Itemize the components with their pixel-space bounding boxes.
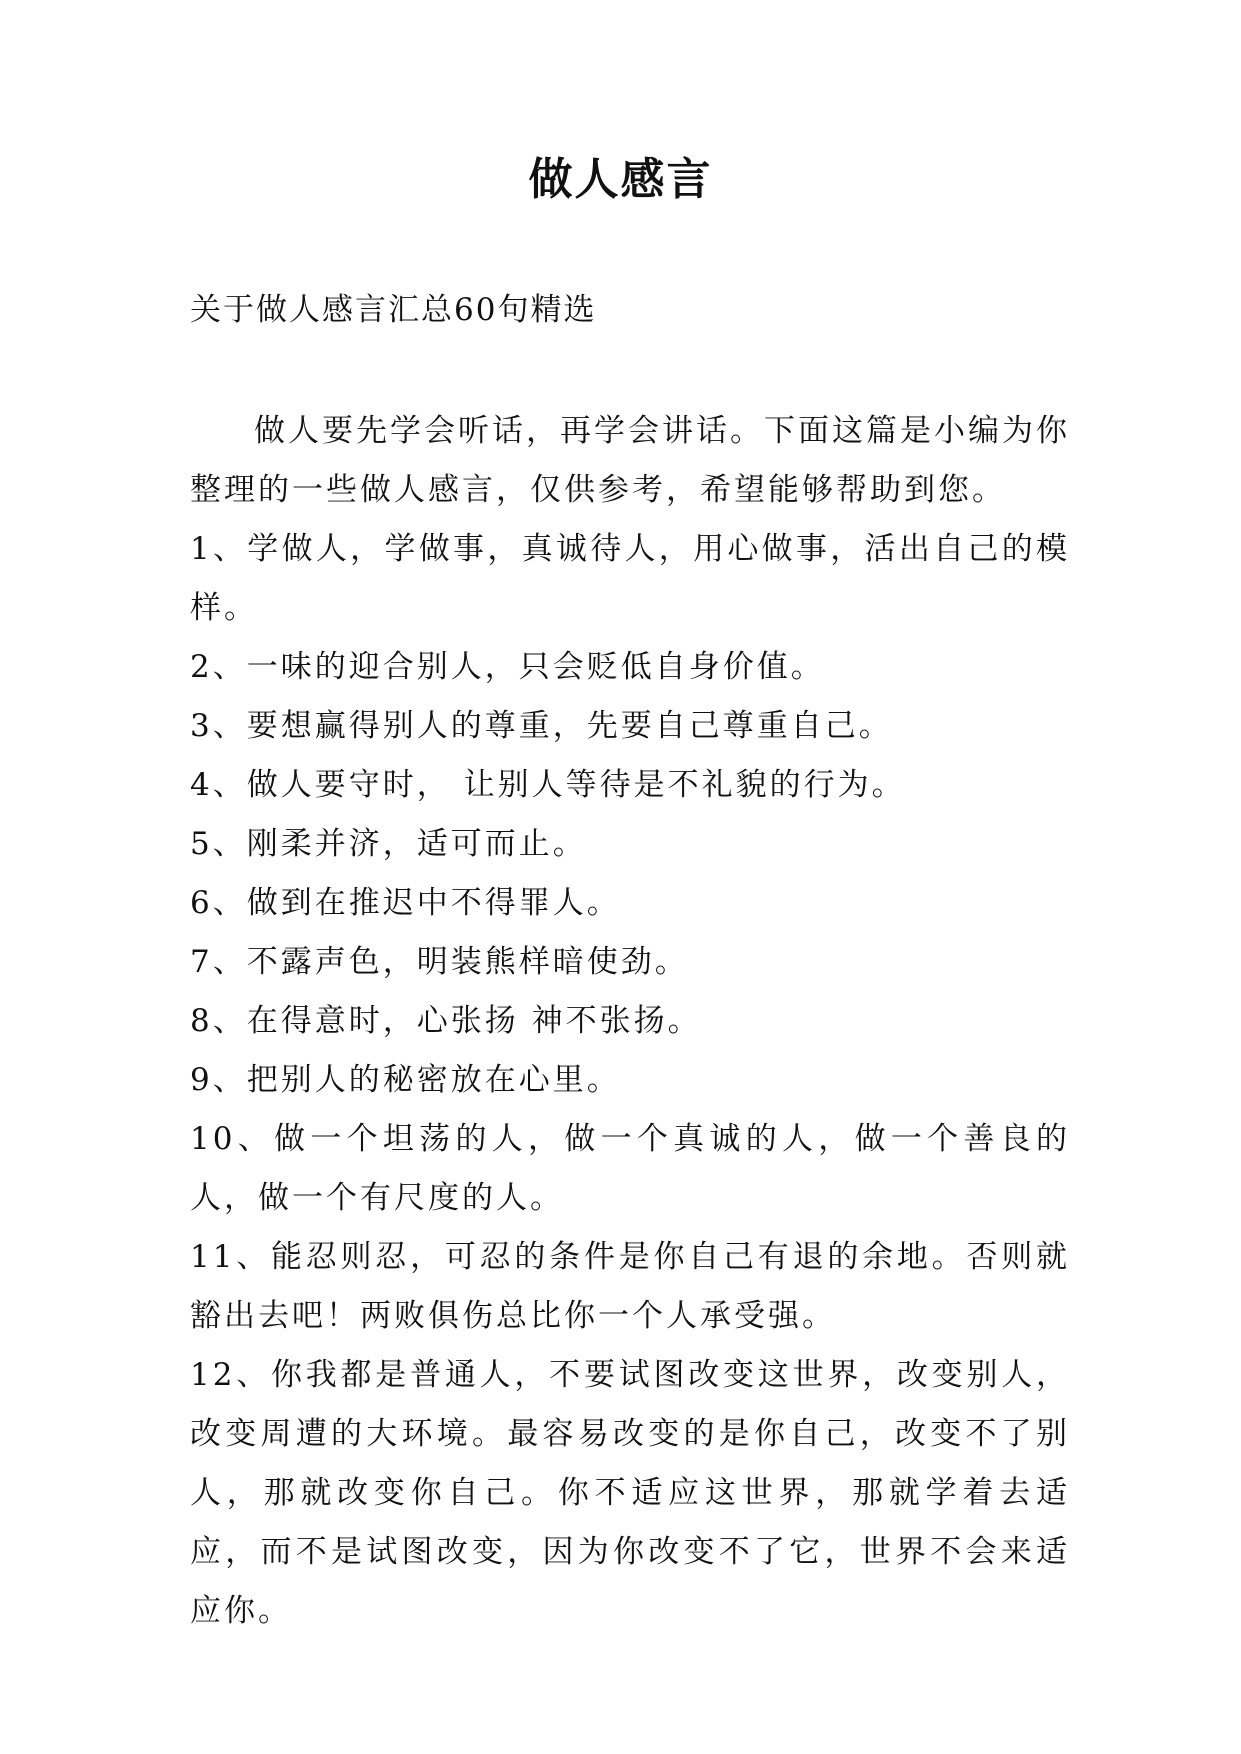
list-item: 11、能忍则忍，可忍的条件是你自己有退的余地。否则就豁出去吧！两败俱伤总比你一个人承受强。 [190,1239,1070,1334]
list-item: 2、一味的迎合别人，只会贬低自身价值。 [190,649,825,685]
list-item: 6、做到在推迟中不得罪人。 [190,885,621,921]
document-subtitle: 关于做人感言汇总60句精选 [190,292,597,328]
list-item: 7、不露声色，明装熊样暗使劲。 [190,944,689,980]
list-item: 1、学做人，学做事，真诚待人，用心做事，活出自己的模样。 [190,531,1070,626]
intro-paragraph: 做人要先学会听话，再学会讲话。下面这篇是小编为你整理的一些做人感言，仅供参考，希望能够帮助到您。 [190,413,1070,508]
document-body [190,402,1070,1641]
list-item: 9、把别人的秘密放在心里。 [190,1062,621,1098]
page-title: 做人感言 [528,154,713,205]
list-item: 4、做人要守时， 让别人等待是不礼貌的行为。 [190,767,906,803]
list-item: 3、要想赢得别人的尊重，先要自己尊重自己。 [190,708,893,744]
list-item: 12、你我都是普通人，不要试图改变这世界，改变别人，改变周遭的大环境。最容易改变的是你自己，改变不了别人，那就改变你自己。你不适应这世界，那就学着去适应，而不是试图改变，因为你改变不了它，世界不会来适应你。 [190,1357,1070,1629]
list-item: 10、做一个坦荡的人，做一个真诚的人，做一个善良的人，做一个有尺度的人。 [190,1121,1070,1216]
list-item: 8、在得意时，心张扬 神不张扬。 [190,1003,702,1039]
list-item: 5、刚柔并济，适可而止。 [190,826,587,862]
